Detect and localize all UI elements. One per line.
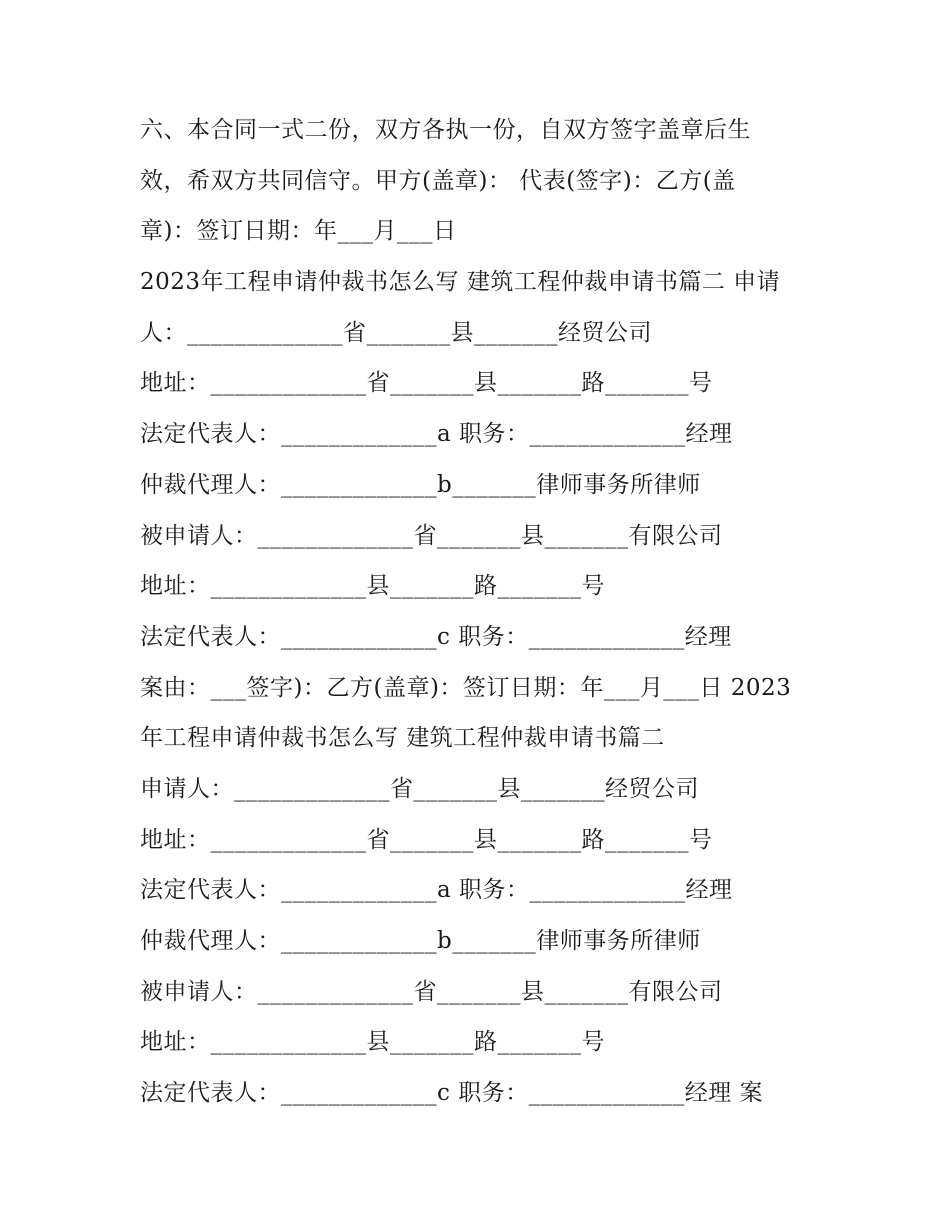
text-line: 章)：签订日期：年___月___日 bbox=[140, 218, 457, 245]
text-line: 法定代表人：_____________a 职务：_____________经理 bbox=[140, 421, 733, 448]
text-line: 被申请人：_____________省_______县_______有限公司 bbox=[140, 978, 723, 1005]
text-line: 法定代表人：_____________c 职务：_____________经理 bbox=[140, 623, 732, 650]
text-line: 仲裁代理人：_____________b_______律师事务所律师 bbox=[140, 928, 701, 954]
text-line: 仲裁代理人：_____________b_______律师事务所律师 bbox=[140, 471, 701, 498]
text-line: 六、本合同一式二份，双方各执一份，自双方签字盖章后生 bbox=[140, 117, 751, 143]
text-line: 被申请人：_____________省_______县_______有限公司 bbox=[140, 522, 723, 549]
text-line: 年工程申请仲裁书怎么写 建筑工程仲裁申请书篇二 bbox=[140, 725, 665, 752]
text-line: 2023年工程申请仲裁书怎么写 建筑工程仲裁申请书篇二 申请 bbox=[140, 269, 781, 296]
text-line: 效，希双方共同信守。甲方(盖章)： 代表(签字)：乙方(盖 bbox=[140, 167, 736, 194]
document-page bbox=[140, 110, 820, 1124]
text-line: 地址：_____________县_______路_______号 bbox=[140, 573, 605, 600]
text-line: 申请人：_____________省_______县_______经贸公司 bbox=[140, 775, 699, 802]
text-line: 地址：_____________省_______县_______路_______号 bbox=[140, 370, 713, 397]
text-line: 法定代表人：_____________a 职务：_____________经理 bbox=[140, 877, 733, 904]
text-line: 法定代表人：_____________c 职务：_____________经理 案 bbox=[140, 1080, 764, 1107]
text-line: 地址：_____________省_______县_______路_______号 bbox=[140, 826, 713, 853]
text-line: 案由：___签字)：乙方(盖章)：签订日期：年___月___日 2023 bbox=[140, 674, 792, 701]
text-line: 人：_____________省_______县_______经贸公司 bbox=[140, 319, 652, 346]
text-line: 地址：_____________县_______路_______号 bbox=[140, 1029, 605, 1056]
